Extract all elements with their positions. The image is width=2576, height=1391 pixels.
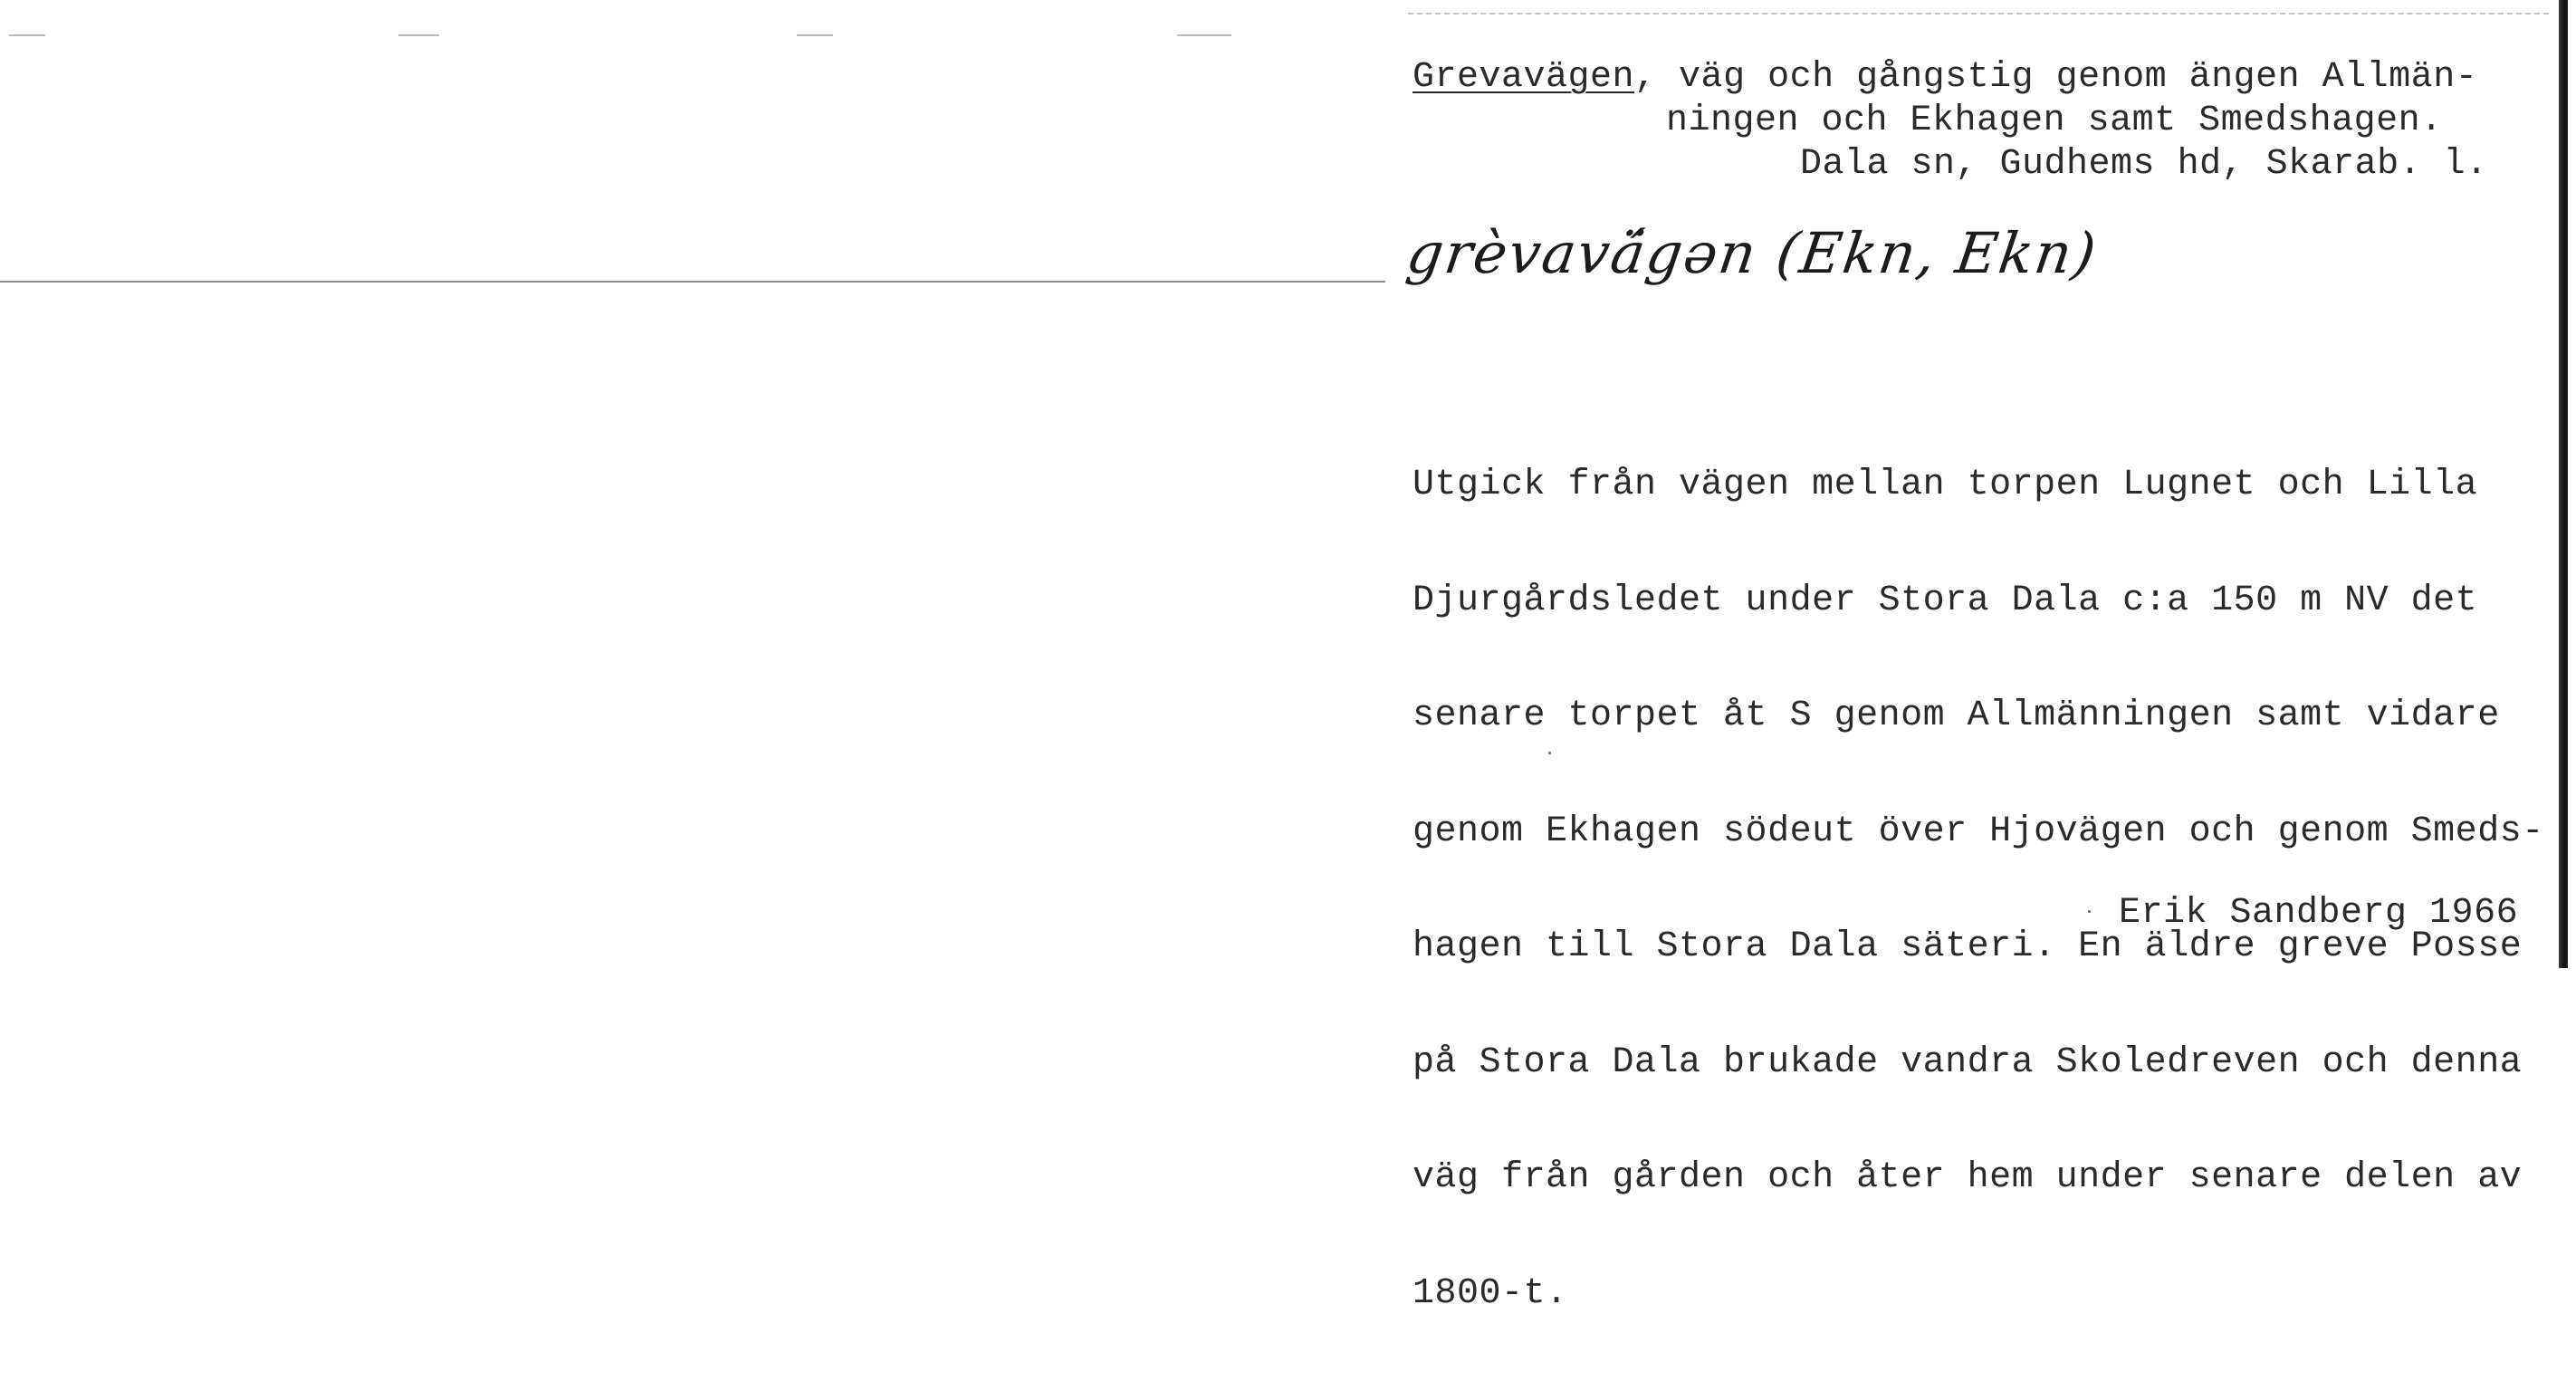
- body-line: genom Ekhagen södeut över Hjovägen och genom Smeds-: [1412, 811, 2544, 852]
- scan-speck: [2088, 910, 2091, 913]
- card-top-edge: [1408, 13, 2549, 18]
- signature: Erik Sandberg 1966: [2119, 893, 2519, 934]
- body-line: hagen till Stora Dala säteri. En äldre greve Posse: [1412, 926, 2523, 967]
- handwritten-pronunciation: grèvavä́gən (Ekn, Ekn): [1403, 220, 2102, 286]
- body-line: väg från gården och åter hem under senare delen av: [1412, 1157, 2523, 1198]
- card-right-edge: [2559, 0, 2568, 968]
- body-line: på Stora Dala brukade vandra Skoledreven och denna: [1412, 1041, 2523, 1083]
- body-line: Djurgårdsledet under Stora Dala c:a 150 m NV det: [1412, 580, 2478, 621]
- scan-noise-mark: [9, 34, 45, 36]
- title-rest: , väg och gångstig genom ängen Allmän-: [1634, 57, 2478, 98]
- index-card: [1403, 45, 2553, 1314]
- card-subtitle-line-1: ningen och Ekhagen samt Smedshagen.: [1666, 101, 2443, 141]
- body-line: senare torpet åt S genom Allmänningen samt vidare: [1412, 696, 2500, 736]
- scan-noise-mark: [398, 34, 439, 36]
- horizontal-rule: [0, 281, 1385, 283]
- card-location-line: Dala sn, Gudhems hd, Skarab. l.: [1800, 144, 2488, 185]
- scan-speck: [1548, 752, 1551, 754]
- body-line: Utgick från vägen mellan torpen Lugnet och Lilla: [1412, 465, 2478, 505]
- card-body-text: [1412, 389, 2544, 1390]
- card-title-line: [1412, 56, 2477, 100]
- headword: Grevavägen: [1412, 57, 1635, 98]
- scan-noise-mark: [797, 34, 833, 36]
- scan-noise-mark: [1177, 34, 1231, 36]
- body-line: 1800-t.: [1412, 1272, 1568, 1314]
